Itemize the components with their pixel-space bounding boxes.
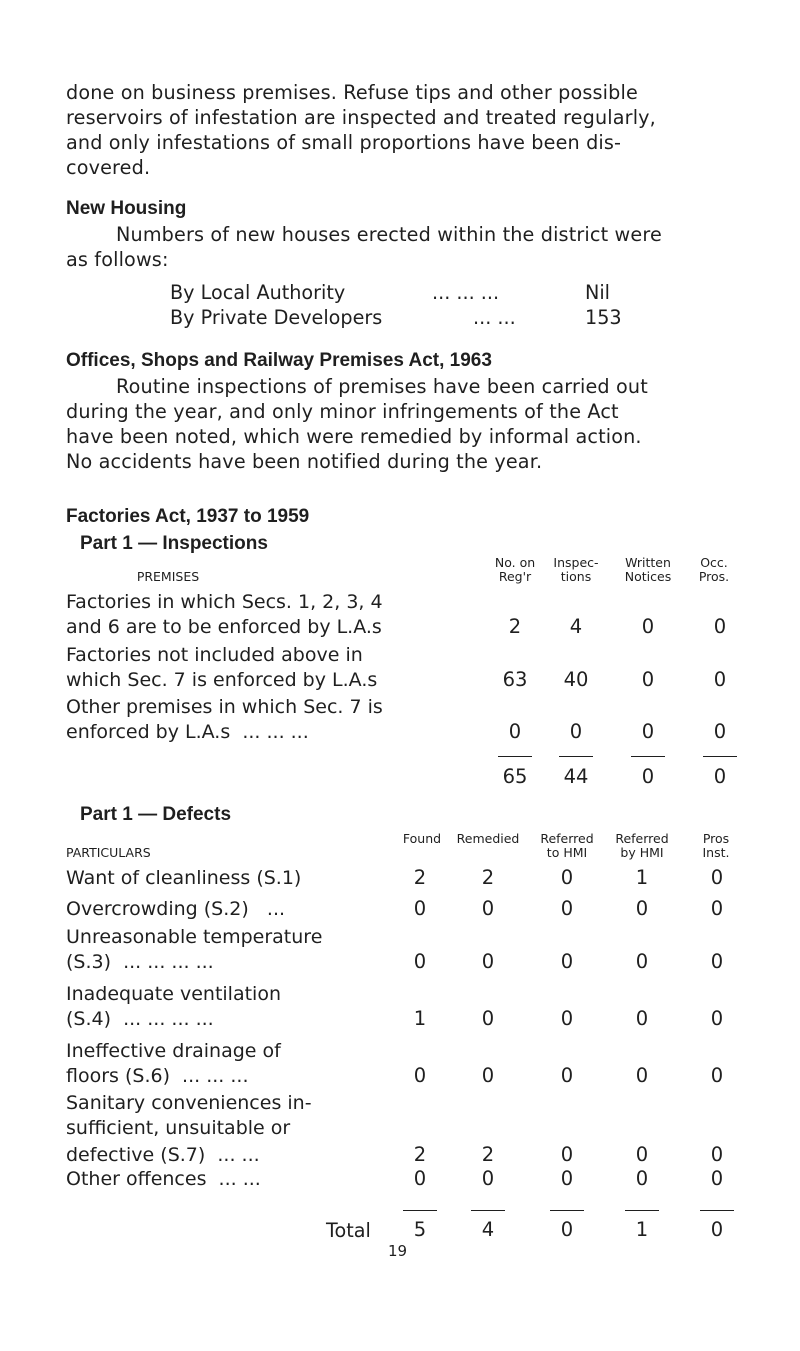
offices-line-1: Routine inspections of premises have been carried out	[116, 375, 648, 398]
inspections-row-1-written: 0	[641, 615, 655, 638]
private-developers-label: By Private Developers	[170, 306, 383, 329]
inspections-row-3-inspections: 0	[569, 720, 583, 743]
defects-row-3-ref-to: 0	[560, 950, 574, 973]
defects-row-4-ref-to: 0	[560, 1007, 574, 1030]
col-header-pros-inst-1: Pros	[702, 831, 730, 846]
offices-line-2: during the year, and only minor infringements of the Act	[66, 400, 619, 423]
col-header-remedied: Remedied	[456, 831, 520, 846]
defects-row-5-ref-by: 0	[635, 1064, 649, 1087]
defects-total-ref-to: 0	[560, 1218, 574, 1241]
inspections-row-3-regr: 0	[508, 720, 522, 743]
inspections-total-rule-1	[498, 756, 532, 757]
inspections-row-2-line-1: Factories not included above in	[66, 644, 363, 666]
defects-row-7-remedied: 0	[481, 1167, 495, 1190]
inspections-row-3-line-1: Other premises in which Sec. 7 is	[66, 696, 383, 718]
defects-total-rule-1	[403, 1210, 437, 1211]
col-header-inspections-2: tions	[560, 569, 592, 584]
col-header-pros-2: Pros.	[698, 569, 730, 584]
col-header-written-1: Written	[625, 555, 671, 570]
defects-row-5-remedied: 0	[481, 1064, 495, 1087]
defects-row-5-pros: 0	[710, 1064, 724, 1087]
defects-total-ref-by: 1	[635, 1218, 649, 1241]
col-header-regr-2: Reg'r	[498, 569, 532, 584]
col-header-pros-inst-2: Inst.	[702, 845, 730, 860]
intro-line-2: reservoirs of infestation are inspected and treated regularly,	[66, 106, 656, 129]
defects-total-found: 5	[413, 1218, 427, 1241]
defects-row-1-ref-by: 1	[635, 866, 649, 889]
defects-row-7-found: 0	[413, 1167, 427, 1190]
local-authority-dots: ... ... ...	[432, 281, 500, 304]
defects-row-4-pros: 0	[710, 1007, 724, 1030]
col-header-found: Found	[402, 831, 442, 846]
inspections-row-1-line-2: and 6 are to be enforced by L.A.s	[66, 616, 382, 638]
defects-row-7-ref-by: 0	[635, 1167, 649, 1190]
defects-row-7-pros: 0	[710, 1167, 724, 1190]
defects-total-label: Total	[326, 1219, 371, 1242]
defects-row-2-line-1: Overcrowding (S.2) ...	[66, 898, 286, 920]
inspections-total-written: 0	[641, 765, 655, 788]
col-header-ref-by-2: by HMI	[620, 845, 664, 860]
defects-row-6-line-2: sufficient, unsuitable or	[66, 1117, 291, 1139]
intro-line-3: and only infestations of small proportions have been dis-	[66, 131, 622, 154]
inspections-heading: Part 1 — Inspections	[80, 533, 268, 554]
defects-row-1-remedied: 2	[481, 866, 495, 889]
defects-row-7-ref-to: 0	[560, 1167, 574, 1190]
defects-row-1-found: 2	[413, 866, 427, 889]
defects-row-3-line-1: Unreasonable temperature	[66, 926, 323, 948]
intro-line-4: covered.	[66, 156, 151, 179]
defects-row-2-found: 0	[413, 897, 427, 920]
defects-row-4-remedied: 0	[481, 1007, 495, 1030]
premises-label: PREMISES	[136, 569, 200, 584]
inspections-row-2-written: 0	[641, 668, 655, 691]
intro-line-1: done on business premises. Refuse tips and other possible	[66, 81, 638, 104]
offices-line-3: have been noted, which were remedied by informal action.	[66, 425, 642, 448]
defects-row-1-line-1: Want of cleanliness (S.1)	[66, 867, 302, 889]
new-housing-line-1: Numbers of new houses erected within the district were	[116, 223, 662, 246]
defects-row-3-line-2: (S.3) ... ... ... ...	[66, 951, 214, 973]
factories-heading: Factories Act, 1937 to 1959	[66, 506, 310, 527]
defects-row-6-ref-by: 0	[635, 1143, 649, 1166]
inspections-row-3-written: 0	[641, 720, 655, 743]
inspections-row-1-line-1: Factories in which Secs. 1, 2, 3, 4	[66, 591, 383, 613]
defects-row-2-ref-to: 0	[560, 897, 574, 920]
new-housing-heading: New Housing	[66, 198, 187, 219]
col-header-written-2: Notices	[624, 569, 672, 584]
inspections-row-2-inspections: 40	[563, 668, 589, 691]
inspections-row-1-inspections: 4	[569, 615, 583, 638]
defects-row-1-pros: 0	[710, 866, 724, 889]
inspections-row-2-line-2: which Sec. 7 is enforced by L.A.s	[66, 669, 378, 691]
defects-row-3-remedied: 0	[481, 950, 495, 973]
defects-row-2-ref-by: 0	[635, 897, 649, 920]
inspections-total-rule-4	[703, 756, 737, 757]
inspections-total-rule-2	[559, 756, 593, 757]
defects-row-4-ref-by: 0	[635, 1007, 649, 1030]
inspections-row-1-pros: 0	[713, 615, 727, 638]
col-header-ref-by-1: Referred	[615, 831, 669, 846]
defects-total-rule-4	[625, 1210, 659, 1211]
col-header-regr-1: No. on	[494, 555, 536, 570]
defects-row-2-pros: 0	[710, 897, 724, 920]
defects-row-5-ref-to: 0	[560, 1064, 574, 1087]
local-authority-label: By Local Authority	[170, 281, 346, 304]
inspections-total-inspections: 44	[563, 765, 589, 788]
defects-row-6-remedied: 2	[481, 1143, 495, 1166]
inspections-total-rule-3	[631, 756, 665, 757]
particulars-label: PARTICULARS	[66, 845, 151, 860]
defects-total-pros: 0	[710, 1218, 724, 1241]
defects-row-1-ref-to: 0	[560, 866, 574, 889]
defects-row-3-ref-by: 0	[635, 950, 649, 973]
defects-row-2-remedied: 0	[481, 897, 495, 920]
private-developers-value: 153	[585, 306, 622, 329]
defects-row-6-line-1: Sanitary conveniences in-	[66, 1092, 312, 1114]
inspections-total-regr: 65	[502, 765, 528, 788]
defects-row-6-found: 2	[413, 1143, 427, 1166]
col-header-pros-1: Occ.	[700, 555, 728, 570]
defects-total-rule-2	[471, 1210, 505, 1211]
page-number: 19	[388, 1242, 408, 1260]
defects-row-5-line-2: floors (S.6) ... ... ...	[66, 1065, 249, 1087]
private-developers-dots: ... ...	[473, 306, 516, 329]
inspections-row-1-regr: 2	[508, 615, 522, 638]
defects-total-rule-5	[700, 1210, 734, 1211]
col-header-ref-to-2: to HMI	[546, 845, 588, 860]
defects-heading: Part 1 — Defects	[80, 804, 232, 825]
local-authority-value: Nil	[585, 281, 611, 304]
inspections-row-2-pros: 0	[713, 668, 727, 691]
defects-row-7-line-1: Other offences ... ...	[66, 1168, 261, 1190]
defects-row-6-ref-to: 0	[560, 1143, 574, 1166]
inspections-row-2-regr: 63	[502, 668, 528, 691]
defects-total-remedied: 4	[481, 1218, 495, 1241]
new-housing-line-2: as follows:	[66, 248, 169, 271]
defects-row-6-pros: 0	[710, 1143, 724, 1166]
defects-row-3-pros: 0	[710, 950, 724, 973]
defects-row-4-found: 1	[413, 1007, 427, 1030]
inspections-row-3-line-2: enforced by L.A.s ... ... ...	[66, 721, 309, 743]
defects-row-3-found: 0	[413, 950, 427, 973]
col-header-ref-to-1: Referred	[540, 831, 594, 846]
offices-heading: Offices, Shops and Railway Premises Act, 1963	[66, 350, 492, 371]
defects-total-rule-3	[550, 1210, 584, 1211]
col-header-inspections-1: Inspec-	[553, 555, 599, 570]
defects-row-4-line-1: Inadequate ventilation	[66, 983, 281, 1005]
defects-row-5-line-1: Ineffective drainage of	[66, 1040, 281, 1062]
defects-row-5-found: 0	[413, 1064, 427, 1087]
defects-row-4-line-2: (S.4) ... ... ... ...	[66, 1008, 214, 1030]
inspections-row-3-pros: 0	[713, 720, 727, 743]
defects-row-6-line-3: defective (S.7) ... ...	[66, 1144, 260, 1166]
offices-line-4: No accidents have been notified during the year.	[66, 450, 543, 473]
inspections-total-pros: 0	[713, 765, 727, 788]
